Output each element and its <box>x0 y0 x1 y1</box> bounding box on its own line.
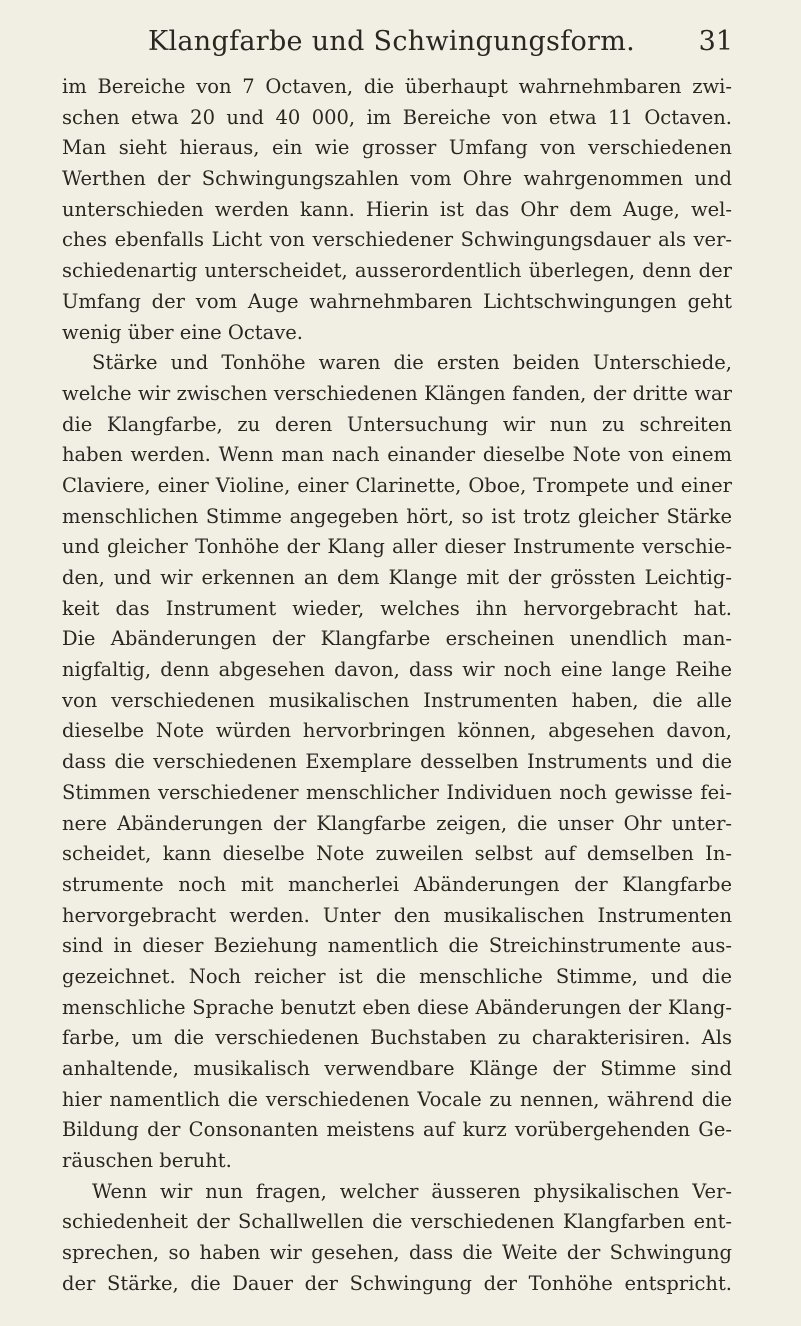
text-line: wenig über eine Octave. <box>62 320 304 344</box>
text-line: Stimmen verschiedener menschlicher Individuen noch gewisse fei- <box>62 780 732 804</box>
text-line: welche wir zwischen verschiedenen Klängen fanden, der dritte war <box>62 381 732 405</box>
text-line: Wenn wir nun fragen, welcher äusseren physikalischen Ver- <box>92 1179 732 1203</box>
text-line: Stärke und Tonhöhe waren die ersten beiden Unterschiede, <box>92 351 732 375</box>
text-line: schiedenartig unterscheidet, ausserordentlich überlegen, denn der <box>62 259 732 283</box>
text-line: unterschieden werden kann. Hierin ist das Ohr dem Auge, wel- <box>62 197 732 221</box>
text-line: von verschiedenen musikalischen Instrumenten haben, die alle <box>62 688 732 712</box>
text-line: den, und wir erkennen an dem Klange mit der grössten Leichtig- <box>62 566 732 589</box>
text-line: dieselbe Note würden hervorbringen können, abgesehen davon, <box>62 719 732 743</box>
text-line: Claviere, einer Violine, einer Clarinette, Oboe, Trompete und einer <box>62 473 732 497</box>
text-line: räuschen beruht. <box>62 1149 232 1173</box>
text-line: anhaltende, musikalisch verwendbare Klänge der Stimme sind <box>62 1057 732 1080</box>
text-line: Die Abänderungen der Klangfarbe erscheinen unendlich man- <box>62 627 732 651</box>
text-line: die Klangfarbe, zu deren Untersuchung wir nun zu schreiten <box>62 412 732 436</box>
text-line: menschliche Sprache benutzt eben diese Abänderungen der Klang- <box>62 995 732 1019</box>
page-number: 31 <box>698 26 733 57</box>
text-line: Bildung der Consonanten meistens auf kurz vorübergehenden Ge- <box>62 1118 732 1142</box>
text-line: nigfaltig, denn abgesehen davon, dass wir noch eine lange Reihe <box>62 658 732 682</box>
body-text <box>62 72 732 1300</box>
text-line: haben werden. Wenn man nach einander dieselbe Note von einem <box>62 443 732 467</box>
text-line: sprechen, so haben wir gesehen, dass die Weite der Schwingung <box>62 1241 732 1265</box>
text-line: Werthen der Schwingungszahlen vom Ohre wahrgenommen und <box>62 167 732 191</box>
text-line: im Bereiche von 7 Octaven, die überhaupt wahrnehmbaren zwi- <box>62 75 732 98</box>
page-header <box>0 26 801 70</box>
text-line: hier namentlich die verschiedenen Vocale zu nennen, während die <box>62 1087 732 1111</box>
text-line: farbe, um die verschiedenen Buchstaben zu charakterisiren. Als <box>62 1026 732 1050</box>
text-line: hervorgebracht werden. Unter den musikalischen Instrumenten <box>62 903 732 927</box>
text-line: Man sieht hieraus, ein wie grosser Umfang von verschiedenen <box>62 136 732 160</box>
text-line: nere Abänderungen der Klangfarbe zeigen, die unser Ohr unter- <box>62 811 732 835</box>
text-line: schen etwa 20 und 40 000, im Bereiche von etwa 11 Octaven. <box>62 105 732 129</box>
text-line: der Stärke, die Dauer der Schwingung der Tonhöhe entspricht. <box>62 1271 732 1295</box>
text-line: dass die verschiedenen Exemplare desselben Instruments und die <box>62 750 732 774</box>
text-line: strumente noch mit mancherlei Abänderungen der Klangfarbe <box>62 872 732 896</box>
text-line: menschlichen Stimme angegeben hört, so ist trotz gleicher Stärke <box>62 504 732 528</box>
text-line: keit das Instrument wieder, welches ihn hervorgebracht hat. <box>62 596 732 620</box>
running-title: Klangfarbe und Schwingungsform. <box>148 26 636 57</box>
text-line: gezeichnet. Noch reicher ist die menschliche Stimme, und die <box>62 964 732 988</box>
text-line: schiedenheit der Schallwellen die verschiedenen Klangfarben ent- <box>62 1210 732 1234</box>
text-line: Umfang der vom Auge wahrnehmbaren Lichtschwingungen geht <box>62 289 732 313</box>
text-line: ches ebenfalls Licht von verschiedener Schwingungsdauer als ver- <box>62 228 732 252</box>
text-line: sind in dieser Beziehung namentlich die Streichinstrumente aus- <box>62 934 732 958</box>
text-line: und gleicher Tonhöhe der Klang aller dieser Instrumente verschie- <box>62 535 732 559</box>
text-line: scheidet, kann dieselbe Note zuweilen selbst auf demselben In- <box>62 842 732 866</box>
